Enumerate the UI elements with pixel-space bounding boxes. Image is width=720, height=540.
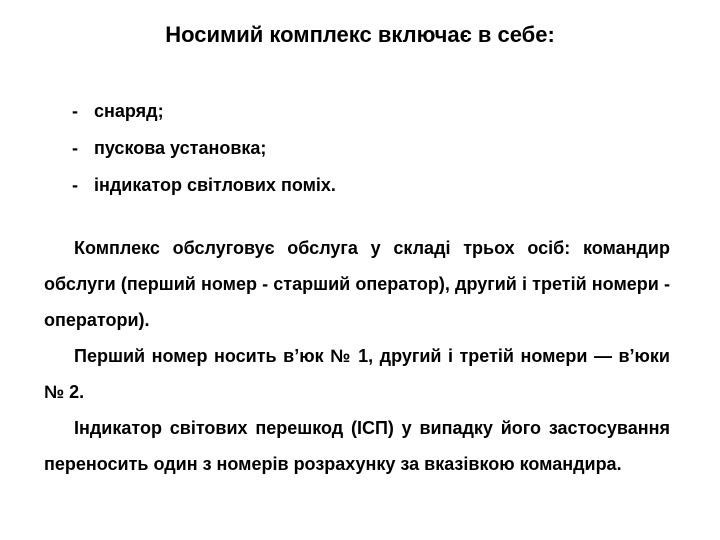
paragraph-packs: Перший номер носить в’юк № 1, другий і третій номери — в’юки № 2. [44,346,670,402]
body-text [44,230,670,482]
paragraph-indicator: Індикатор світових перешкод (ІСП) у випадку його застосування переносить один з номерів розрахунку за вказівкою командира. [44,418,670,474]
slide-title: Носимий комплекс включає в себе: [165,22,555,47]
list-item-text: індикатор світлових поміх. [94,175,336,195]
equipment-list [72,93,672,204]
list-dash: - [72,138,78,158]
list-item-text: пускова установка; [94,138,267,158]
list-item [72,167,672,204]
list-item-text: снаряд; [94,101,164,121]
list-dash: - [72,101,78,121]
list-item [72,93,672,130]
list-dash: - [72,175,78,195]
paragraph-crew: Комплекс обслуговує обслуга у складі трьох осіб: командир обслуги (перший номер - старший оператор), другий і третій номери - оператори). [44,238,670,330]
list-item [72,130,672,167]
